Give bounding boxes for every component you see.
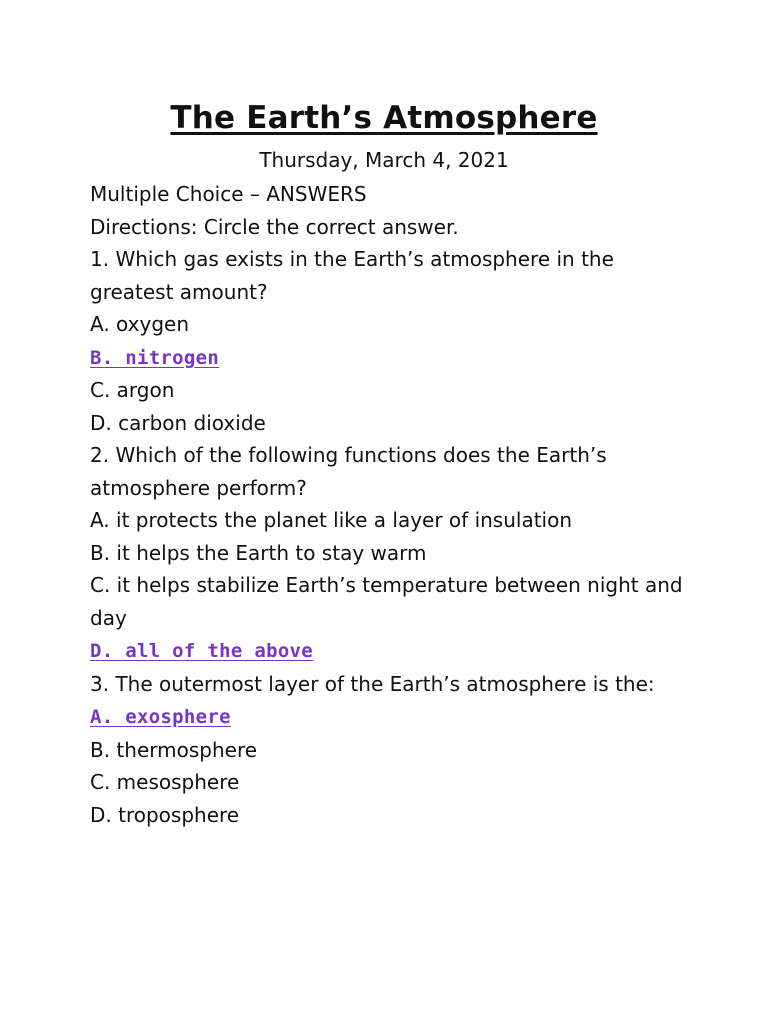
directions-text: Directions: Circle the correct answer. bbox=[90, 214, 459, 239]
question-2-text: 2. Which of the following functions does the Earth’s atmosphere perform? bbox=[90, 443, 607, 500]
question-1-option-d: D. carbon dioxide bbox=[90, 410, 266, 435]
worksheet-subtitle: Multiple Choice – ANSWERS bbox=[90, 182, 367, 206]
question-2-option-c: C. it helps stabilize Earth’s temperature between night and day bbox=[90, 573, 683, 630]
question-3-option-a-correct bbox=[90, 700, 690, 734]
question-1-option-c: C. argon bbox=[90, 378, 175, 402]
correct-answer-highlight: D. all of the above bbox=[90, 640, 314, 662]
date-line: Thursday, March 4, 2021 bbox=[259, 148, 509, 172]
question-3-text: 3. The outermost layer of the Earth’s atmosphere is the: bbox=[90, 671, 655, 696]
question-1-option-b-correct bbox=[90, 341, 690, 375]
question-2-option-d-correct bbox=[90, 634, 690, 668]
question-1-option-a: A. oxygen bbox=[90, 312, 190, 336]
question-2-option-b: B. it helps the Earth to stay warm bbox=[90, 540, 427, 565]
question-3-option-b: B. thermosphere bbox=[90, 737, 258, 762]
question-3-option-d: D. troposphere bbox=[90, 802, 240, 827]
question-2-option-a: A. it protects the planet like a layer of insulation bbox=[90, 508, 573, 532]
correct-answer-highlight: B. nitrogen bbox=[90, 346, 220, 369]
worksheet-content bbox=[90, 178, 690, 831]
page-title: The Earth’s Atmosphere bbox=[170, 100, 598, 136]
correct-answer-highlight: A. exosphere bbox=[90, 706, 231, 728]
question-3-option-c: C. mesosphere bbox=[90, 770, 240, 794]
question-1-text: 1. Which gas exists in the Earth’s atmosphere in the greatest amount? bbox=[90, 247, 614, 304]
